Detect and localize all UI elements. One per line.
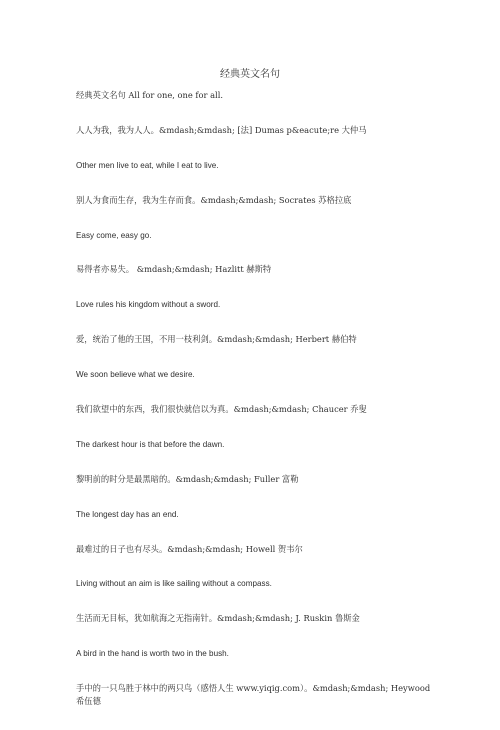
quote-translation: 最难过的日子也有尽头。&mdash;&mdash; Howell 贺韦尔: [76, 543, 303, 554]
quote-line: The longest day has an end.: [76, 509, 179, 519]
quote-line: Living without an aim is like sailing without a compass.: [76, 579, 272, 589]
quote-line: Easy come, easy go.: [76, 230, 152, 240]
quote-line: We soon believe what we desire.: [76, 370, 195, 380]
quote-line: The darkest hour is that before the dawn.: [76, 439, 225, 449]
quote-translation: 手中的一只鸟胜于林中的两只鸟（感悟人生 www.yiqig.com）。&mdash;&mdash; Heywood 希伍德: [76, 683, 431, 707]
document-title: 经典英文名句: [220, 69, 280, 80]
quote-line: 经典英文名句 All for one, one for all.: [76, 90, 223, 100]
quote-line: Love rules his kingdom without a sword.: [76, 300, 221, 310]
quote-translation: 易得者亦易失。 &mdash;&mdash; Hazlitt 赫斯特: [76, 264, 272, 275]
quote-translation: 生活而无目标，犹如航海之无指南针。&mdash;&mdash; J. Ruskin 鲁斯金: [76, 613, 360, 624]
quote-line: A bird in the hand is worth two in the bush.: [76, 649, 229, 659]
document-body: [76, 89, 432, 730]
quote-translation: 别人为食而生存，我为生存而食。&mdash;&mdash; Socrates 苏格拉底: [76, 194, 352, 205]
quote-translation: 爱，统治了他的王国，不用一枝利剑。&mdash;&mdash; Herbert 赫伯特: [76, 334, 357, 345]
quote-translation: 人人为我，我为人人。&mdash;&mdash; [法] Dumas p&eacute;re 大仲马: [76, 124, 367, 135]
quote-line: Other men live to eat, while I eat to live.: [76, 160, 219, 170]
quote-translation: 黎明前的时分是最黑暗的。&mdash;&mdash; Fuller 富勒: [76, 473, 299, 484]
quote-translation: 我们欲望中的东西，我们很快就信以为真。&mdash;&mdash; Chaucer 乔叟: [76, 404, 367, 415]
